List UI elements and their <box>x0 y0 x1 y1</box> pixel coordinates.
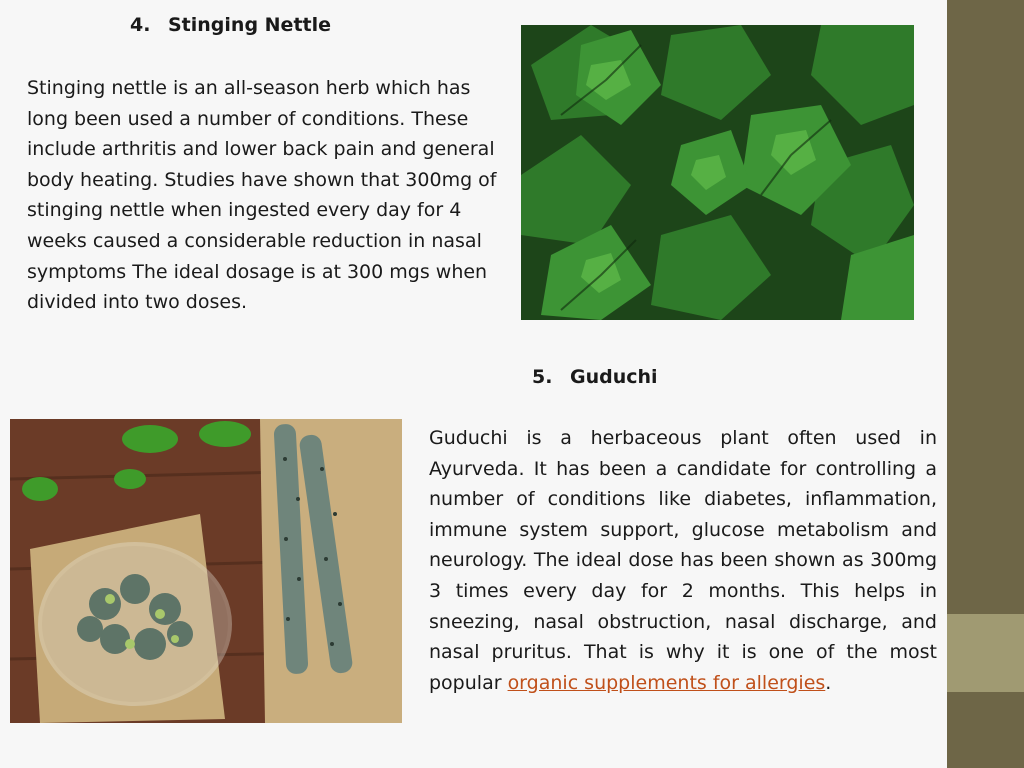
nettle-heading-number: 4. <box>130 14 151 36</box>
guduchi-heading-number: 5. <box>532 366 553 388</box>
organic-supplements-link[interactable]: organic supplements for allergies <box>507 671 826 694</box>
guduchi-description-end: . <box>825 671 832 694</box>
guduchi-description <box>429 423 937 698</box>
guduchi-heading <box>532 366 658 388</box>
guduchi-photo <box>10 419 402 723</box>
nettle-heading <box>130 14 331 36</box>
nettle-description: Stinging nettle is an all-season herb which has long been used a number of conditions. These include arthritis and lower back pain and general body heating. Studies have shown that 300mg of stinging nettle when ingested every day for 4 weeks caused a considerable reduction in nasal symptoms The ideal dosage is at 300 mgs when divided into two doses. <box>27 77 497 314</box>
nettle-heading-title: Stinging Nettle <box>168 14 332 36</box>
guduchi-heading-title: Guduchi <box>570 366 658 388</box>
guduchi-description-text: Guduchi is a herbaceous plant often used in Ayurveda. It has been a candidate for controlling a number of conditions like diabetes, inflammation, immune system support, glucose metabolism and neurology. The ideal dose has been shown as 300mg 3 times every day for 2 months. This helps in sneezing, nasal obstruction, nasal discharge, and nasal pruritus. That is why it is one of the most popular <box>429 427 937 694</box>
sidebar-accent-band <box>947 614 1024 692</box>
nettle-photo <box>521 25 914 320</box>
